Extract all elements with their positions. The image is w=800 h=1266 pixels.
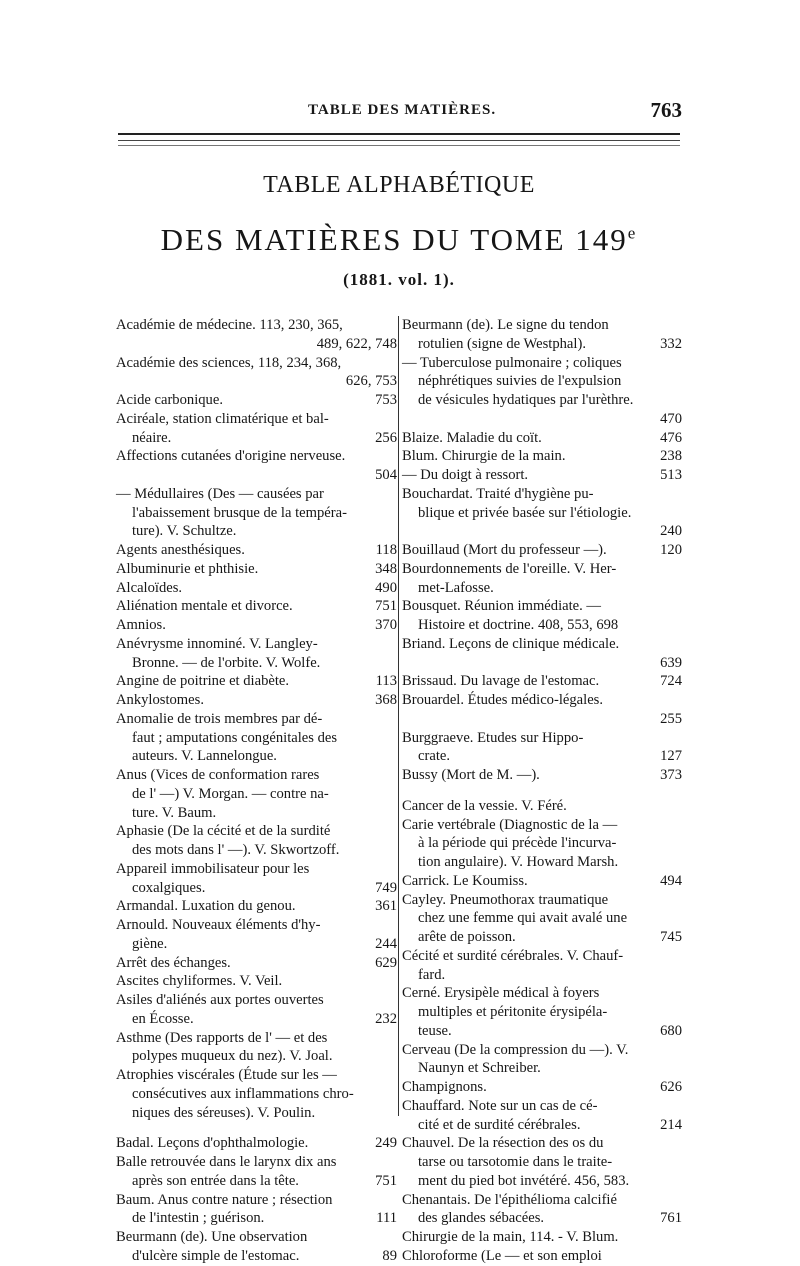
index-entry-text: de vésicules hydatiques par l'urèthre. — [418, 392, 634, 408]
index-page-ref: 238 — [660, 448, 682, 465]
index-line — [402, 354, 682, 373]
index-page-ref: 494 — [660, 872, 682, 889]
index-line — [402, 691, 682, 710]
index-line — [402, 1172, 682, 1191]
index-page-ref: 332 — [660, 335, 682, 352]
index-line — [402, 891, 682, 910]
index-entry-text: arête de poisson. — [418, 929, 516, 945]
index-line — [116, 804, 397, 823]
index-page-ref: 89 — [382, 1247, 397, 1264]
index-entry-text: Brissaud. Du lavage de l'estomac. — [402, 673, 600, 690]
index-line — [402, 766, 682, 785]
index-entry-text: Cayley. Pneumothorax traumatique — [402, 891, 609, 908]
index-entry-text: ment du pied bot invétéré. 456, 583. — [418, 1172, 630, 1189]
index-entry-text: polypes muqueux du nez). V. Joal. — [132, 1048, 333, 1065]
index-line — [116, 935, 397, 954]
index-page-ref: 753 — [375, 392, 397, 408]
index-line — [402, 1209, 682, 1228]
index-line — [402, 1116, 682, 1135]
header-rule-thin — [118, 140, 680, 141]
index-line — [116, 504, 397, 523]
index-line — [116, 654, 397, 673]
index-line — [116, 972, 397, 991]
index-line — [402, 372, 682, 391]
index-line — [116, 1209, 397, 1228]
index-page-ref: 513 — [660, 467, 682, 483]
index-line — [402, 466, 682, 485]
index-entry-text: niques des séreuses). V. Poulin. — [132, 1104, 316, 1121]
index-line — [116, 579, 397, 598]
index-entry-text: Asthme (Des rapports de l' — et des — [116, 1029, 328, 1046]
index-entry-text: Briand. Leçons de clinique médicale. — [402, 635, 620, 652]
index-entry-text: l'abaissement brusque de la tempéra- — [132, 504, 347, 521]
index-entry-text: Académie de médecine. 113, 230, 365, — [116, 317, 343, 333]
index-entry-text: Bourdonnements de l'oreille. V. Her- — [402, 560, 617, 577]
index-entry-text: Aliénation mentale et divorce. — [116, 598, 293, 615]
index-line — [402, 834, 682, 853]
index-entry-text: faut ; amputations congénitales des — [132, 729, 338, 746]
running-head — [118, 98, 682, 122]
index-entry-text: Amnios. — [116, 617, 166, 633]
index-line — [402, 579, 682, 598]
index-line — [116, 897, 397, 916]
index-line — [116, 597, 397, 616]
index-line — [402, 1153, 682, 1172]
index-entry-text: Anus (Vices de conformation rares — [116, 767, 320, 783]
index-entry-text: Baum. Anus contre nature ; résection — [116, 1191, 333, 1208]
index-page-ref: 373 — [660, 767, 682, 783]
index-line — [116, 447, 397, 466]
index-entry-text: Carrick. Le Koumiss. — [402, 872, 528, 889]
index-entry-text: cité et de surdité cérébrales. — [418, 1116, 581, 1133]
index-entry-text: Alcaloïdes. — [116, 579, 183, 596]
index-entry-text: Bouillaud (Mort du professeur —). — [402, 542, 607, 558]
index-line — [116, 466, 397, 485]
index-line — [116, 1172, 397, 1191]
index-title-line-2-text: DES MATIÈRES DU TOME 149 — [160, 222, 628, 257]
index-entry-text: — Tuberculose pulmonaire ; coliques — [402, 354, 622, 371]
header-rule-thin-2 — [118, 145, 680, 146]
index-page-ref: 476 — [660, 429, 682, 446]
index-line — [116, 785, 397, 804]
index-line — [116, 635, 397, 654]
index-entry-text: Badal. Leçons d'ophthalmologie. — [116, 1135, 309, 1152]
index-entry-text: Ascites chyliformes. V. Veil. — [116, 973, 283, 990]
page-number: 763 — [650, 98, 682, 122]
index-entry-text: giène. — [132, 935, 168, 952]
index-line — [116, 1191, 397, 1210]
index-entry-text: Chauvel. De la résection des os du — [402, 1135, 604, 1152]
index-line — [402, 485, 682, 504]
index-entry-text: Cerné. Erysipèle médical à foyers — [402, 985, 600, 1002]
index-entry-text: des mots dans l' —). V. Skwortzoff. — [132, 842, 340, 858]
index-page-ref: 368 — [375, 692, 397, 708]
index-title-line-2 — [118, 222, 680, 258]
index-line — [402, 1134, 682, 1153]
index-entry-text: crate. — [418, 748, 450, 765]
index-line — [402, 635, 682, 654]
index-page-ref: 761 — [660, 1210, 682, 1227]
index-line — [402, 1097, 682, 1116]
index-line — [402, 1003, 682, 1022]
index-entry-text: Cerveau (De la compression du —). V. — [402, 1041, 629, 1058]
index-entry-text: des glandes sébacées. — [418, 1210, 545, 1227]
index-entry-text: auteurs. V. Lannelongue. — [132, 748, 277, 765]
index-line — [402, 928, 682, 947]
index-page-ref: 626 — [660, 1079, 682, 1095]
index-entry-text: Arnould. Nouveaux éléments d'hy- — [116, 917, 321, 933]
index-line — [116, 822, 397, 841]
index-entry-text: consécutives aux inflammations chro- — [132, 1085, 354, 1102]
index-entry-text: Blum. Chirurgie de la main. — [402, 448, 566, 465]
index-entry-text: Brouardel. Études médico-légales. — [402, 692, 603, 708]
index-line — [402, 984, 682, 1003]
index-page-ref: 751 — [375, 1172, 397, 1189]
index-entry-text: tarse ou tarsotomie dans le traite- — [418, 1154, 613, 1170]
index-entry-text: Burggraeve. Etudes sur Hippo- — [402, 729, 584, 746]
index-entry-text: Anomalie de trois membres par dé- — [116, 710, 323, 727]
index-entry-text: Appareil immobilisateur pour les — [116, 860, 310, 877]
index-page-ref: 490 — [375, 579, 397, 596]
index-entry-text: Balle retrouvée dans le larynx dix ans — [116, 1154, 337, 1170]
index-entry-text: Armandal. Luxation du genou. — [116, 898, 296, 915]
index-line — [116, 541, 397, 560]
index-line — [402, 1059, 682, 1078]
index-line — [402, 335, 682, 354]
index-entry-text: Cancer de la vessie. V. Féré. — [402, 797, 567, 814]
index-entry-text: chez une femme qui avait avalé une — [418, 910, 628, 927]
index-entry-text: ture). V. Schultze. — [132, 523, 237, 540]
index-entry-text: rotulien (signe de Westphal). — [418, 335, 586, 352]
index-entry-text: de l' —) V. Morgan. — contre na- — [132, 785, 329, 802]
index-line — [402, 1078, 682, 1097]
index-title-line-1: TABLE ALPHABÉTIQUE — [263, 172, 535, 198]
index-entry-text: Bronne. — de l'orbite. V. Wolfe. — [132, 654, 321, 671]
index-line — [116, 691, 397, 710]
index-entry-text: Aciréale, station climatérique et bal- — [116, 410, 329, 427]
index-line — [402, 391, 682, 410]
index-entry-text: néphrétiques suivies de l'expulsion — [418, 373, 622, 390]
index-line — [402, 853, 682, 872]
index-line — [402, 597, 682, 616]
index-page-ref: 127 — [660, 748, 682, 765]
index-line — [116, 410, 397, 429]
index-page-ref: 111 — [376, 1210, 397, 1227]
index-line — [116, 429, 397, 448]
index-line — [116, 1085, 397, 1104]
index-line — [116, 1153, 397, 1172]
index-line — [116, 879, 397, 898]
index-line — [402, 560, 682, 579]
index-line — [116, 1228, 397, 1247]
index-line — [402, 947, 682, 966]
index-page-ref: 113 — [375, 673, 397, 690]
index-line — [116, 1010, 397, 1029]
index-entry-text: néaire. — [132, 429, 172, 446]
index-entry-text: Agents anesthésiques. — [116, 542, 245, 558]
index-entry-text: d'ulcère simple de l'estomac. — [132, 1247, 300, 1264]
index-entry-text: de l'intestin ; guérison. — [132, 1210, 265, 1227]
index-entry-text: 504 — [375, 467, 397, 483]
index-entry-text: 255 — [660, 710, 682, 727]
index-entry-text: Albuminurie et phthisie. — [116, 560, 259, 577]
index-line — [402, 872, 682, 891]
index-column-right — [402, 316, 682, 1266]
index-entry-text: après son entrée dans la tête. — [132, 1172, 299, 1189]
index-line — [402, 1041, 682, 1060]
index-entry-text: 639 — [660, 654, 682, 671]
index-line — [116, 485, 397, 504]
index-line — [402, 747, 682, 766]
index-line — [402, 816, 682, 835]
index-line — [402, 710, 682, 729]
index-line — [402, 1247, 682, 1266]
index-line — [402, 616, 682, 635]
index-entry-text: Ankylostomes. — [116, 692, 204, 708]
index-line — [116, 560, 397, 579]
index-line — [116, 316, 397, 335]
index-line — [402, 1022, 682, 1041]
index-entry-text: 470 — [660, 410, 682, 427]
index-entry-text: Arrêt des échanges. — [116, 954, 231, 971]
index-entry-text: Acide carbonique. — [116, 392, 223, 408]
index-column-left — [116, 316, 397, 1266]
index-gap — [116, 1122, 397, 1134]
index-page-ref: 244 — [375, 935, 397, 952]
index-entry-text: Chloroforme (Le — et son emploi — [402, 1247, 602, 1264]
index-line — [116, 1104, 397, 1123]
index-line — [116, 954, 397, 973]
index-line — [116, 1029, 397, 1048]
index-entry-text: multiples et péritonite érysipéla- — [418, 1004, 608, 1020]
index-line — [116, 335, 397, 354]
index-line — [116, 860, 397, 879]
index-page-ref: 249 — [375, 1135, 397, 1152]
index-line — [116, 916, 397, 935]
index-entry-text: blique et privée basée sur l'étiologie. — [418, 504, 632, 521]
index-line — [116, 391, 397, 410]
index-line — [116, 1066, 397, 1085]
index-line — [402, 797, 682, 816]
index-entry-text: Beurmann (de). Le signe du tendon — [402, 317, 609, 333]
index-line — [402, 909, 682, 928]
index-page-ref: 370 — [375, 617, 397, 633]
index-page-ref: 361 — [375, 898, 397, 915]
index-line — [116, 1247, 397, 1266]
index-entry-text: Chauffard. Note sur un cas de cé- — [402, 1097, 598, 1114]
index-entry-text: Bouchardat. Traité d'hygiène pu- — [402, 485, 594, 502]
column-divider — [398, 316, 399, 1116]
index-entry-text: 489, 622, 748 — [316, 335, 397, 352]
index-line — [116, 372, 397, 391]
index-page-ref: 118 — [375, 542, 397, 558]
index-page-ref: 745 — [660, 929, 682, 945]
index-entry-text: met-Lafosse. — [418, 579, 494, 596]
index-line — [402, 447, 682, 466]
index-line — [116, 710, 397, 729]
index-page-ref: 749 — [375, 879, 397, 896]
index-line — [402, 1191, 682, 1210]
index-line — [116, 729, 397, 748]
index-entry-text: Anévrysme innominé. V. Langley- — [116, 635, 318, 652]
index-entry-text: — Du doigt à ressort. — [402, 467, 529, 483]
index-line — [402, 429, 682, 448]
index-line — [116, 522, 397, 541]
index-title-line-3: (1881. vol. 1). — [343, 270, 455, 289]
index-page-ref: 256 — [375, 429, 397, 446]
index-entry-text: Académie des sciences, 118, 234, 368, — [116, 354, 342, 371]
index-entry-text: Beurmann (de). Une observation — [116, 1229, 308, 1245]
index-entry-text: 240 — [660, 523, 682, 540]
index-line — [402, 410, 682, 429]
index-entry-text: Cécité et surdité cérébrales. V. Chauf- — [402, 947, 624, 964]
index-line — [116, 766, 397, 785]
index-page-ref: 214 — [660, 1116, 682, 1133]
index-line — [402, 654, 682, 673]
index-page-ref: 629 — [375, 954, 397, 971]
running-title: TABLE DES MATIÈRES. — [308, 102, 497, 118]
index-line — [116, 1134, 397, 1153]
index-line — [116, 354, 397, 373]
index-entry-text: Aphasie (De la cécité et de la surdité — [116, 823, 331, 840]
index-entry-text: Blaize. Maladie du coït. — [402, 429, 542, 446]
index-line — [402, 316, 682, 335]
index-entry-text: à la période qui précède l'incurva- — [418, 835, 617, 852]
index-page-ref: 751 — [375, 598, 397, 615]
index-entry-text: teuse. — [418, 1022, 452, 1039]
index-entry-text: — Médullaires (Des — causées par — [116, 485, 324, 502]
index-line — [402, 729, 682, 748]
index-line — [116, 991, 397, 1010]
index-line — [116, 672, 397, 691]
index-line — [402, 504, 682, 523]
index-entry-text: 626, 753 — [345, 373, 397, 390]
header-rule-thick — [118, 133, 680, 135]
index-page-ref: 232 — [375, 1010, 397, 1027]
index-entry-text: Asiles d'aliénés aux portes ouvertes — [116, 992, 324, 1008]
index-line — [116, 616, 397, 635]
index-entry-text: tion angulaire). V. Howard Marsh. — [418, 854, 619, 870]
index-entry-text: Histoire et doctrine. 408, 553, 698 — [418, 617, 619, 633]
index-line — [402, 672, 682, 691]
index-entry-text: Atrophies viscérales (Étude sur les — — [116, 1067, 337, 1083]
index-entry-text: Chenantais. De l'épithélioma calcifié — [402, 1191, 617, 1208]
index-entry-text: Angine de poitrine et diabète. — [116, 673, 290, 690]
index-entry-text: ture. V. Baum. — [132, 804, 217, 821]
index-line — [402, 541, 682, 560]
index-line — [402, 522, 682, 541]
index-line — [116, 1047, 397, 1066]
index-line — [116, 841, 397, 860]
index-page-ref: 120 — [660, 542, 682, 558]
index-entry-text: Bousquet. Réunion immédiate. — — [402, 598, 602, 615]
index-page-ref: 680 — [660, 1022, 682, 1039]
index-page-ref: 348 — [375, 560, 397, 577]
index-line — [402, 1228, 682, 1247]
index-title-superscript: e — [627, 223, 638, 243]
index-entry-text: Carie vertébrale (Diagnostic de la — — [402, 816, 618, 833]
index-page-ref: 724 — [660, 673, 682, 690]
index-entry-text: Bussy (Mort de M. —). — [402, 767, 540, 783]
index-gap — [402, 785, 682, 797]
index-entry-text: Champignons. — [402, 1079, 487, 1095]
index-line — [402, 966, 682, 985]
index-entry-text: coxalgiques. — [132, 879, 206, 896]
index-entry-text: Naunyn et Schreiber. — [418, 1060, 541, 1077]
index-entry-text: Affections cutanées d'origine nerveuse. — [116, 448, 346, 465]
index-entry-text: fard. — [418, 966, 446, 983]
index-entry-text: en Écosse. — [132, 1010, 194, 1027]
index-line — [116, 747, 397, 766]
index-entry-text: Chirurgie de la main, 114. - V. Blum. — [402, 1229, 619, 1245]
